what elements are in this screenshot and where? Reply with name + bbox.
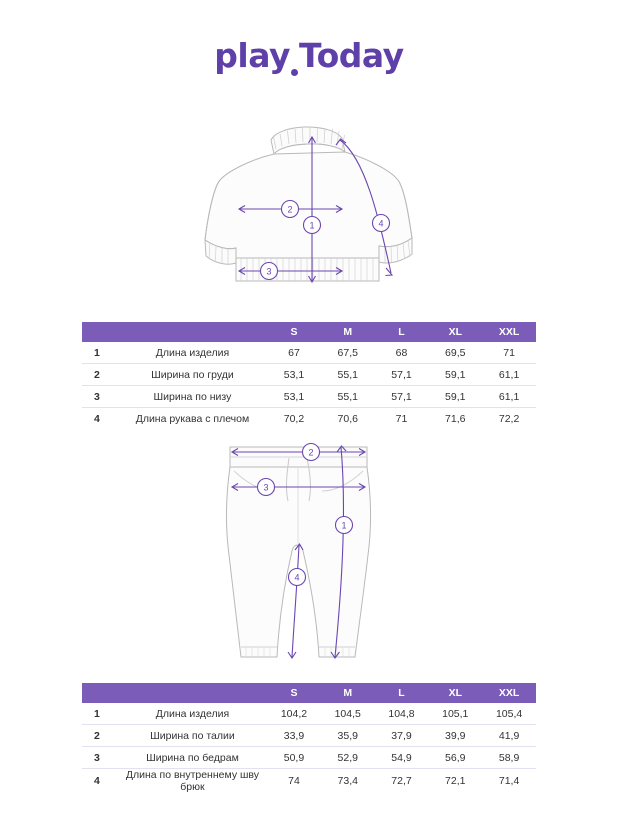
- sweater-size-table: [82, 322, 536, 429]
- cell-xxl: 71: [482, 342, 536, 364]
- cell-xl: 69,5: [428, 342, 482, 364]
- header-size-xl: XL: [428, 683, 482, 703]
- row-label: Длина изделия: [112, 703, 267, 725]
- table-row: [82, 386, 536, 408]
- cell-xl: 59,1: [428, 386, 482, 408]
- svg-text:1: 1: [341, 520, 347, 531]
- cell-s: 50,9: [267, 747, 321, 769]
- row-label: Ширина по низу: [112, 386, 267, 408]
- cell-xxl: 71,4: [498, 775, 520, 788]
- row-label: Длина по внутреннему шву брюк: [125, 769, 260, 794]
- pants-illustration: [0, 425, 618, 675]
- table-row: [82, 725, 536, 747]
- row-index: 2: [82, 364, 112, 386]
- brand-part-1: pla: [214, 36, 269, 75]
- row-index: 1: [82, 703, 112, 725]
- row-label: Ширина по груди: [112, 364, 267, 386]
- table-header-row: [82, 322, 536, 342]
- cell-s: 53,1: [267, 364, 321, 386]
- cell-l: 72,7: [391, 775, 412, 788]
- table-row: [82, 747, 536, 769]
- cell-xxl: 61,1: [482, 386, 536, 408]
- cell-l: 54,9: [375, 747, 429, 769]
- cell-m: 55,1: [321, 364, 375, 386]
- cell-xl: 105,1: [428, 703, 482, 725]
- table-row: [82, 364, 536, 386]
- cell-xxl: 61,1: [482, 364, 536, 386]
- pants-size-table: [82, 683, 536, 793]
- cell-m: 73,4: [337, 775, 358, 788]
- cell-xl: 59,1: [428, 364, 482, 386]
- header-size-l: L: [375, 322, 429, 342]
- cell-s: 53,1: [267, 386, 321, 408]
- cell-xl: 39,9: [428, 725, 482, 747]
- cell-m: 104,5: [321, 703, 375, 725]
- row-label: Длина рукава с плечом: [135, 412, 250, 425]
- cell-xl: 56,9: [428, 747, 482, 769]
- header-size-m: M: [321, 683, 375, 703]
- cell-xl: 71,6: [445, 412, 466, 425]
- header-index: [82, 322, 112, 342]
- row-index: 3: [82, 747, 112, 769]
- header-size-m: M: [321, 322, 375, 342]
- cell-l: 37,9: [375, 725, 429, 747]
- svg-text:4: 4: [378, 218, 384, 229]
- sweater-illustration: [0, 118, 618, 313]
- svg-text:3: 3: [263, 482, 269, 493]
- header-index: [82, 683, 112, 703]
- svg-text:2: 2: [308, 447, 314, 458]
- brand-logo-text: [214, 36, 403, 75]
- table-row: [82, 703, 536, 725]
- header-size-xxl: XXL: [482, 683, 536, 703]
- header-size-l: L: [375, 683, 429, 703]
- row-index: 4: [93, 775, 100, 788]
- cell-m: 67,5: [321, 342, 375, 364]
- row-index: 1: [82, 342, 112, 364]
- cell-m: 52,9: [321, 747, 375, 769]
- header-measure: [112, 322, 267, 342]
- cell-l: 57,1: [375, 386, 429, 408]
- table-row: [82, 342, 536, 364]
- brand-logo: [0, 36, 618, 75]
- row-label: Длина изделия: [112, 342, 267, 364]
- row-index: 2: [82, 725, 112, 747]
- cell-l: 68: [375, 342, 429, 364]
- cell-m: 55,1: [321, 386, 375, 408]
- cell-xxl: 58,9: [482, 747, 536, 769]
- table-header-row: [82, 683, 536, 703]
- header-size-s: S: [267, 322, 321, 342]
- header-size-s: S: [267, 683, 321, 703]
- cell-xxl: 105,4: [482, 703, 536, 725]
- header-size-xl: XL: [428, 322, 482, 342]
- svg-text:3: 3: [266, 266, 272, 277]
- brand-part-2: Today: [299, 36, 404, 75]
- svg-text:1: 1: [309, 220, 315, 231]
- cell-xxl: 72,2: [498, 412, 520, 425]
- header-measure: [112, 683, 267, 703]
- cell-m: 35,9: [321, 725, 375, 747]
- cell-s: 104,2: [267, 703, 321, 725]
- header-size-xxl: XXL: [482, 322, 536, 342]
- cell-xl: 72,1: [445, 775, 466, 788]
- cell-xxl: 41,9: [482, 725, 536, 747]
- cell-l: 57,1: [375, 364, 429, 386]
- row-index: 4: [93, 412, 100, 425]
- svg-text:4: 4: [294, 572, 300, 583]
- cell-l: 104,8: [375, 703, 429, 725]
- cell-s: 33,9: [267, 725, 321, 747]
- cell-l: 71: [395, 412, 408, 425]
- cell-m: 70,6: [337, 412, 358, 425]
- logo-dot-icon: [291, 69, 298, 76]
- table-row: [82, 769, 536, 794]
- svg-text:2: 2: [287, 204, 293, 215]
- row-label: Ширина по талии: [112, 725, 267, 747]
- cell-s: 74: [288, 775, 300, 788]
- row-label: Ширина по бедрам: [112, 747, 267, 769]
- cell-s: 67: [267, 342, 321, 364]
- row-index: 3: [82, 386, 112, 408]
- cell-s: 70,2: [283, 412, 305, 425]
- brand-letter-y: y: [268, 36, 290, 75]
